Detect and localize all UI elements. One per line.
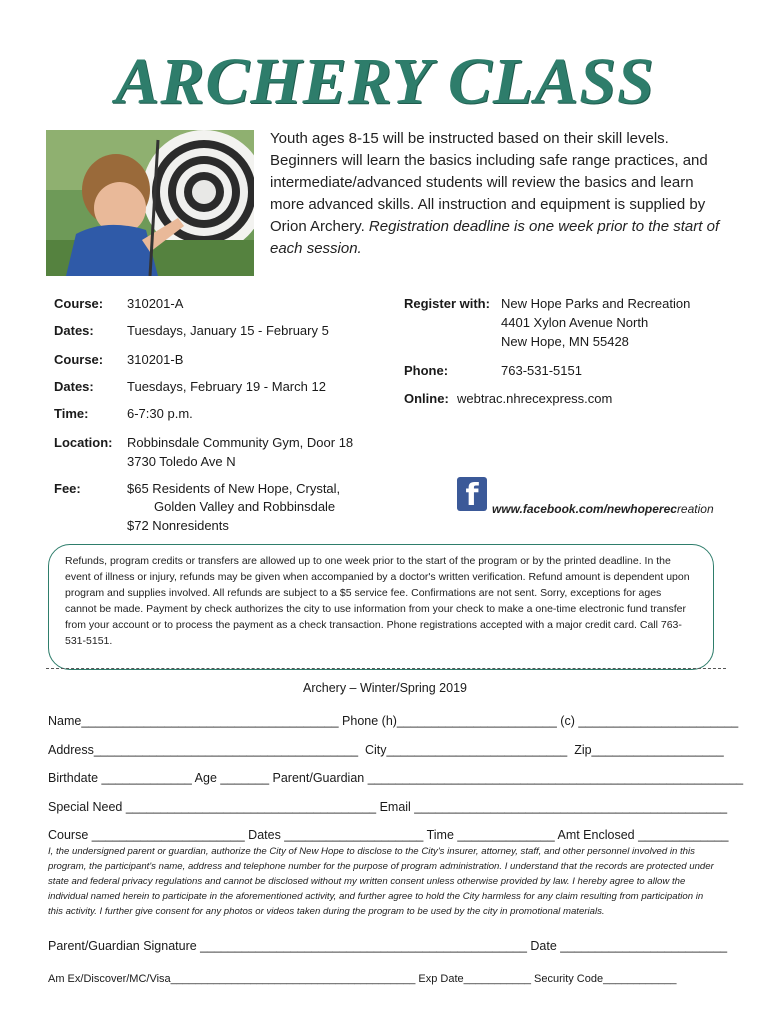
online-link[interactable]: webtrac.nhrecexpress.com [457,391,613,406]
archery-photo-illustration [46,130,254,276]
address-field-row[interactable]: Address______________________________________ City__________________________ Zip___________________ [48,743,724,757]
liability-waiver-text: I, the undersigned parent or guardian, authorize the City of New Hope to disclose to the City's insurer, attorney, staff, and other personnel involved in this program, the participant's name, address and telephone number for the purpose of program administration. I understand that the records are protected under state and federal privacy regulations and cannot be disclosed without my written consent unless otherwise provided by law. I hereby agree to allow the individual named herein to participate in the aforementioned activity, and further agree to hold the City harmless for any claim resulting from participation in this activity. I further give consent for any photos or videos taken during the program to be used by the city in promotional materials. [48,846,714,917]
course-label-2: Course: [54,352,104,367]
birthdate-field-row[interactable]: Birthdate _____________ Age _______ Parent/Guardian ______________________________________________________ [48,771,744,785]
time-label: Time: [54,406,89,421]
dates-label-2: Dates: [54,379,94,394]
time-value: 6-7:30 p.m. [127,406,193,421]
page-title: ARCHERY CLASS [115,45,655,118]
register-label: Register with: [404,296,490,311]
facebook-icon[interactable]: f [457,477,487,511]
dates-label-1: Dates: [54,323,94,338]
signature-date-row[interactable]: Parent/Guardian Signature _______________________________________________ Date ________________________ [48,939,728,953]
intro-text: Youth ages 8-15 will be instructed based on their skill levels. Beginners will learn the basics including safe range practices, and intermediate/advanced students will review the basics and learn more advanced skills. All instruction and equipment is supplied by Orion Archery. [270,130,708,235]
cut-line-divider [46,668,726,669]
course-value-1: 310201-A [127,296,184,311]
fee-line-1: $65 Residents of New Hope, Crystal, [127,481,341,496]
special-need-email-row[interactable]: Special Need ____________________________________ Email _____________________________________________ [48,800,728,814]
dates-value-2: Tuesdays, February 19 - March 12 [127,379,326,394]
fee-line-3: $72 Nonresidents [127,518,229,533]
form-title: Archery – Winter/Spring 2019 [303,681,467,695]
online-label: Online: [404,391,449,406]
name-phone-field-row[interactable]: Name_____________________________________ Phone (h)_______________________ (c) _______________________ [48,714,739,728]
course-label-1: Course: [54,296,104,311]
location-line-2: 3730 Toledo Ave N [127,454,236,469]
intro-paragraph [270,128,730,260]
fee-line-2: Golden Valley and Robbinsdale [154,499,336,514]
dates-value-1: Tuesdays, January 15 - February 5 [127,323,329,338]
phone-value: 763-531-5151 [501,363,582,378]
card-payment-row[interactable]: Am Ex/Discover/MC/Visa________________________________________ Exp Date___________ Security Code____________ [48,973,677,985]
location-line-1: Robbinsdale Community Gym, Door 18 [127,435,354,450]
location-label: Location: [54,435,113,450]
course-dates-row[interactable]: Course ______________________ Dates ____________________ Time ______________ Amt Enclosed _____________ [48,828,729,842]
register-line-1: New Hope Parks and Recreation [501,296,691,311]
facebook-url-bold: www.facebook.com/newhoperec [492,502,677,516]
phone-label: Phone: [404,363,449,378]
refund-policy-notice: Refunds, program credits or transfers are allowed up to one week prior to the start of the program or by the printed deadline. In the event of illness or injury, refunds may be given when accompanied by a doctor's written verification. Refund amount is dependent upon program and supplies involved. All refunds are subject to a $5 service fee. Confirmations are not sent. Sorry, exceptions for ages cannot be made. Payment by check authorizes the city to use information from your check to make a one-time electronic fund transfer from your account or to process the payment as a check transaction. Phone registrations accepted with a major credit card. Call 763-531-5151. [48,544,714,670]
facebook-url-rest: reation [676,502,714,516]
register-line-3: New Hope, MN 55428 [501,334,629,349]
course-value-2: 310201-B [127,352,184,367]
register-line-2: 4401 Xylon Avenue North [501,315,649,330]
archery-photo [46,130,254,276]
facebook-link[interactable] [492,502,714,516]
fee-label: Fee: [54,481,81,496]
registration-deadline: Registration deadline is one week prior to the start of each session. [270,218,720,257]
